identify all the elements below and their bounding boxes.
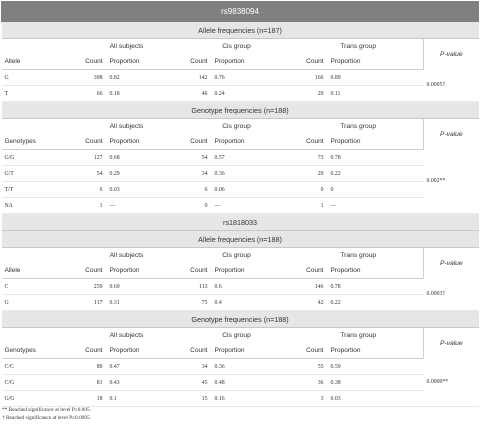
all-count-cell: 81 (74, 375, 107, 391)
cis-proportion-cell: 0.48 (212, 375, 294, 391)
cis-count-cell: 142 (180, 70, 212, 86)
trans-proportion-cell: 0.22 (328, 166, 424, 182)
row-label: T/T (2, 182, 74, 198)
all-proportion-cell: 0.69 (107, 279, 180, 295)
table-row (2, 166, 479, 182)
table-row (2, 295, 479, 311)
all-count-cell: 1 (74, 198, 107, 214)
section-heading: Allele frequencies (n=188) (2, 231, 479, 248)
all-count-cell: 18 (74, 391, 107, 407)
proportion-header: Proportion (212, 134, 294, 150)
trans-count-cell: 36 (294, 375, 328, 391)
first-column-header: Allele (2, 54, 74, 70)
cis-count-cell: 54 (180, 150, 212, 166)
trans-proportion-cell: 0.89 (328, 70, 424, 86)
group-header-trans: Trans group (294, 248, 424, 264)
header-spacer (2, 119, 74, 135)
count-header: Count (74, 54, 107, 70)
all-proportion-cell: 0.1 (107, 391, 180, 407)
all-count-cell: 66 (74, 86, 107, 102)
cis-proportion-cell: 0.24 (212, 86, 294, 102)
cis-count-cell: 45 (180, 375, 212, 391)
column-header-row (2, 134, 479, 150)
pvalue-cell: 0.002** (424, 150, 479, 214)
group-header-cis: Cis group (180, 328, 294, 344)
trans-proportion-cell: 0 (328, 182, 424, 198)
trans-count-cell: 73 (294, 150, 328, 166)
all-proportion-cell: 0.43 (107, 375, 180, 391)
table-row (2, 70, 479, 86)
group-header-all-subjects: All subjects (74, 39, 180, 55)
pvalue-header: P-value (424, 119, 479, 150)
row-label: G (2, 70, 74, 86)
trans-proportion-cell: 0.03 (328, 391, 424, 407)
proportion-header: Proportion (212, 54, 294, 70)
section-heading-row (2, 22, 479, 39)
trans-proportion-cell: — (328, 198, 424, 214)
first-column-header: Genotypes (2, 134, 74, 150)
section-heading-row (2, 231, 479, 248)
row-label: G/G (2, 391, 74, 407)
group-header-row (2, 328, 479, 344)
trans-proportion-cell: 0.59 (328, 359, 424, 375)
group-header-all-subjects: All subjects (74, 328, 180, 344)
count-header: Count (180, 134, 212, 150)
group-header-trans: Trans group (294, 328, 424, 344)
first-column-header: Allele (2, 263, 74, 279)
section-heading-row (2, 311, 479, 328)
row-label: T (2, 86, 74, 102)
section-heading: Genotype frequencies (n=188) (2, 311, 479, 328)
count-header: Count (74, 343, 107, 359)
group-header-trans: Trans group (294, 119, 424, 135)
trans-count-cell: 166 (294, 70, 328, 86)
cis-proportion-cell: 0.36 (212, 166, 294, 182)
all-proportion-cell: — (107, 198, 180, 214)
trans-proportion-cell: 0.22 (328, 295, 424, 311)
table-row (2, 279, 479, 295)
trans-proportion-cell: 0.38 (328, 375, 424, 391)
table-row (2, 359, 479, 375)
section-heading-row (2, 102, 479, 119)
group-header-trans: Trans group (294, 39, 424, 55)
cis-count-cell: 0 (180, 198, 212, 214)
count-header: Count (294, 343, 328, 359)
all-proportion-cell: 0.47 (107, 359, 180, 375)
cis-count-cell: 34 (180, 359, 212, 375)
all-proportion-cell: 0.82 (107, 70, 180, 86)
count-header: Count (294, 134, 328, 150)
trans-count-cell: 55 (294, 359, 328, 375)
count-header: Count (180, 263, 212, 279)
row-label: C (2, 279, 74, 295)
pvalue-header: P-value (424, 248, 479, 279)
row-label: G/T (2, 166, 74, 182)
all-proportion-cell: 0.31 (107, 295, 180, 311)
count-header: Count (74, 263, 107, 279)
trans-count-cell: 42 (294, 295, 328, 311)
all-count-cell: 308 (74, 70, 107, 86)
table-footnotes (2, 406, 91, 422)
column-header-row (2, 263, 479, 279)
proportion-header: Proportion (328, 263, 424, 279)
cis-proportion-cell: 0.6 (212, 279, 294, 295)
all-count-cell: 6 (74, 182, 107, 198)
proportion-header: Proportion (107, 263, 180, 279)
count-header: Count (294, 54, 328, 70)
cis-count-cell: 75 (180, 295, 212, 311)
row-label: C/C (2, 359, 74, 375)
count-header: Count (74, 134, 107, 150)
group-header-cis: Cis group (180, 39, 294, 55)
cis-count-cell: 113 (180, 279, 212, 295)
count-header: Count (294, 263, 328, 279)
column-header-row (2, 54, 479, 70)
proportion-header: Proportion (212, 343, 294, 359)
cis-proportion-cell: 0.16 (212, 391, 294, 407)
header-spacer (2, 248, 74, 264)
footnote-double-asterisk: ** Reached significance at level P≤0.005. (2, 407, 91, 413)
trans-count-cell: 3 (294, 391, 328, 407)
cis-count-cell: 15 (180, 391, 212, 407)
cis-count-cell: 34 (180, 166, 212, 182)
footnote-dagger: † Reached significance at level P≤0.0005. (2, 415, 91, 421)
pvalue-header: P-value (424, 39, 479, 70)
section-heading: Allele frequencies (n=187) (2, 22, 479, 39)
genotype-table (1, 1, 479, 407)
table-row (2, 86, 479, 102)
all-count-cell: 259 (74, 279, 107, 295)
cis-proportion-cell: 0.76 (212, 70, 294, 86)
trans-proportion-cell: 0.78 (328, 279, 424, 295)
group-header-row (2, 39, 479, 55)
table-row (2, 391, 479, 407)
all-count-cell: 89 (74, 359, 107, 375)
trans-count-cell: 0 (294, 182, 328, 198)
row-label: G (2, 295, 74, 311)
group-header-row (2, 248, 479, 264)
snp-subtitle: rs1818033 (2, 214, 479, 231)
cis-count-cell: 6 (180, 182, 212, 198)
all-proportion-cell: 0.29 (107, 166, 180, 182)
row-label: C/G (2, 375, 74, 391)
pvalue-header: P-value (424, 328, 479, 359)
group-header-row (2, 119, 479, 135)
trans-count-cell: 146 (294, 279, 328, 295)
table-title-row (2, 2, 479, 22)
cis-proportion-cell: 0.4 (212, 295, 294, 311)
first-column-header: Genotypes (2, 343, 74, 359)
header-spacer (2, 39, 74, 55)
all-proportion-cell: 0.18 (107, 86, 180, 102)
proportion-header: Proportion (107, 54, 180, 70)
trans-proportion-cell: 0.78 (328, 150, 424, 166)
all-count-cell: 117 (74, 295, 107, 311)
cis-count-cell: 46 (180, 86, 212, 102)
group-header-cis: Cis group (180, 248, 294, 264)
proportion-header: Proportion (212, 263, 294, 279)
proportion-header: Proportion (328, 343, 424, 359)
table-row (2, 375, 479, 391)
cis-proportion-cell: 0.36 (212, 359, 294, 375)
count-header: Count (180, 343, 212, 359)
header-spacer (2, 328, 74, 344)
all-count-cell: 127 (74, 150, 107, 166)
all-proportion-cell: 0.68 (107, 150, 180, 166)
count-header: Count (180, 54, 212, 70)
table-row (2, 198, 479, 214)
trans-count-cell: 20 (294, 86, 328, 102)
pvalue-cell: 0.0005† (424, 70, 479, 102)
group-header-all-subjects: All subjects (74, 119, 180, 135)
all-proportion-cell: 0.03 (107, 182, 180, 198)
pvalue-cell: 0.0009** (424, 359, 479, 407)
row-label: G/G (2, 150, 74, 166)
table-title: rs9838094 (2, 2, 479, 22)
proportion-header: Proportion (107, 343, 180, 359)
group-header-all-subjects: All subjects (74, 248, 180, 264)
table-row (2, 150, 479, 166)
proportion-header: Proportion (107, 134, 180, 150)
proportion-header: Proportion (328, 54, 424, 70)
table-row (2, 182, 479, 198)
row-label: NA (2, 198, 74, 214)
cis-proportion-cell: — (212, 198, 294, 214)
snp-subtitle-row (2, 214, 479, 231)
column-header-row (2, 343, 479, 359)
trans-proportion-cell: 0.11 (328, 86, 424, 102)
cis-proportion-cell: 0.06 (212, 182, 294, 198)
trans-count-cell: 1 (294, 198, 328, 214)
section-heading: Genotype frequencies (n=188) (2, 102, 479, 119)
pvalue-cell: 0.0003† (424, 279, 479, 311)
all-count-cell: 54 (74, 166, 107, 182)
cis-proportion-cell: 0.57 (212, 150, 294, 166)
trans-count-cell: 20 (294, 166, 328, 182)
proportion-header: Proportion (328, 134, 424, 150)
group-header-cis: Cis group (180, 119, 294, 135)
